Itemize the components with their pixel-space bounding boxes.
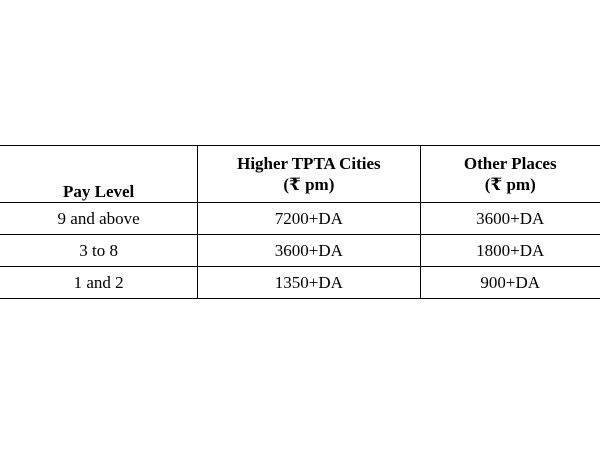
cell-pay-level: 3 to 8: [0, 235, 198, 267]
cell-higher-tpta: 7200+DA: [198, 203, 420, 235]
header-other-places: [420, 146, 600, 203]
header-higher-tpta-cities: [198, 146, 420, 203]
table-row: [0, 235, 600, 267]
table-row: [0, 267, 600, 299]
header-other-unit: (₹ pm): [484, 175, 536, 194]
header-row: [0, 146, 600, 203]
header-higher-title: Higher TPTA Cities: [237, 154, 381, 173]
cell-other-places: 900+DA: [420, 267, 600, 299]
header-other-title: Other Places: [463, 154, 557, 173]
cell-pay-level: 1 and 2: [0, 267, 198, 299]
cell-higher-tpta: 1350+DA: [198, 267, 420, 299]
cell-other-places: 3600+DA: [420, 203, 600, 235]
header-pay-level-label: Pay Level: [62, 182, 135, 201]
header-pay-level: [0, 146, 198, 203]
cell-higher-tpta: 3600+DA: [198, 235, 420, 267]
table-row: [0, 203, 600, 235]
cell-other-places: 1800+DA: [420, 235, 600, 267]
pay-level-allowance-table: [0, 145, 600, 299]
cell-pay-level: 9 and above: [0, 203, 198, 235]
header-higher-unit: (₹ pm): [283, 175, 335, 194]
